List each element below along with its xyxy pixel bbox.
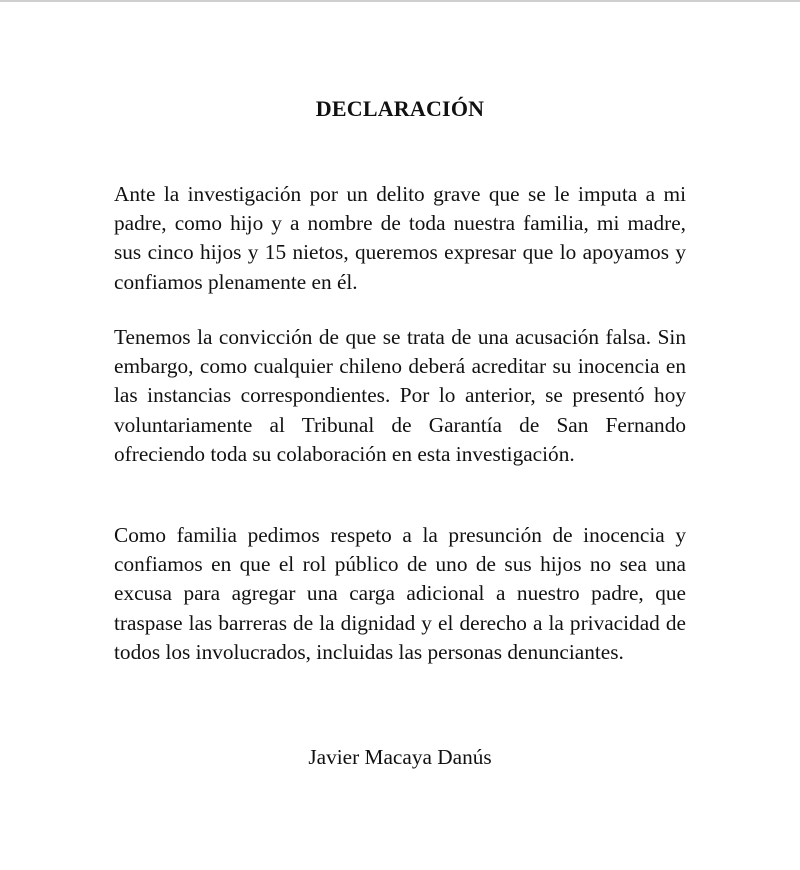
paragraph-2: Tenemos la convicción de que se trata de una acusación falsa. Sin embargo, como cualquier chileno deberá acreditar su inocencia en las instancias correspondientes. Por lo anterior, se presentó hoy voluntariamente al Tribunal de Garantía de San Fernando ofreciendo toda su colaboración en esta investigación. — [114, 325, 686, 466]
signature: Javier Macaya Danús — [308, 745, 492, 769]
paragraph-3: Como familia pedimos respeto a la presunción de inocencia y confiamos en que el rol público de uno de sus hijos no sea una excusa para agregar una carga adicional a nuestro padre, que traspase las barreras de la dignidad y el derecho a la privacidad de todos los involucrados, incluidas las personas denunciantes. — [114, 523, 686, 664]
paragraph-1: Ante la investigación por un delito grave que se le imputa a mi padre, como hijo y a nombre de toda nuestra familia, mi madre, sus cinco hijos y 15 nietos, queremos expresar que lo apoyamos y confiamos plenamente en él. — [114, 182, 686, 294]
document-title: DECLARACIÓN — [315, 96, 485, 121]
